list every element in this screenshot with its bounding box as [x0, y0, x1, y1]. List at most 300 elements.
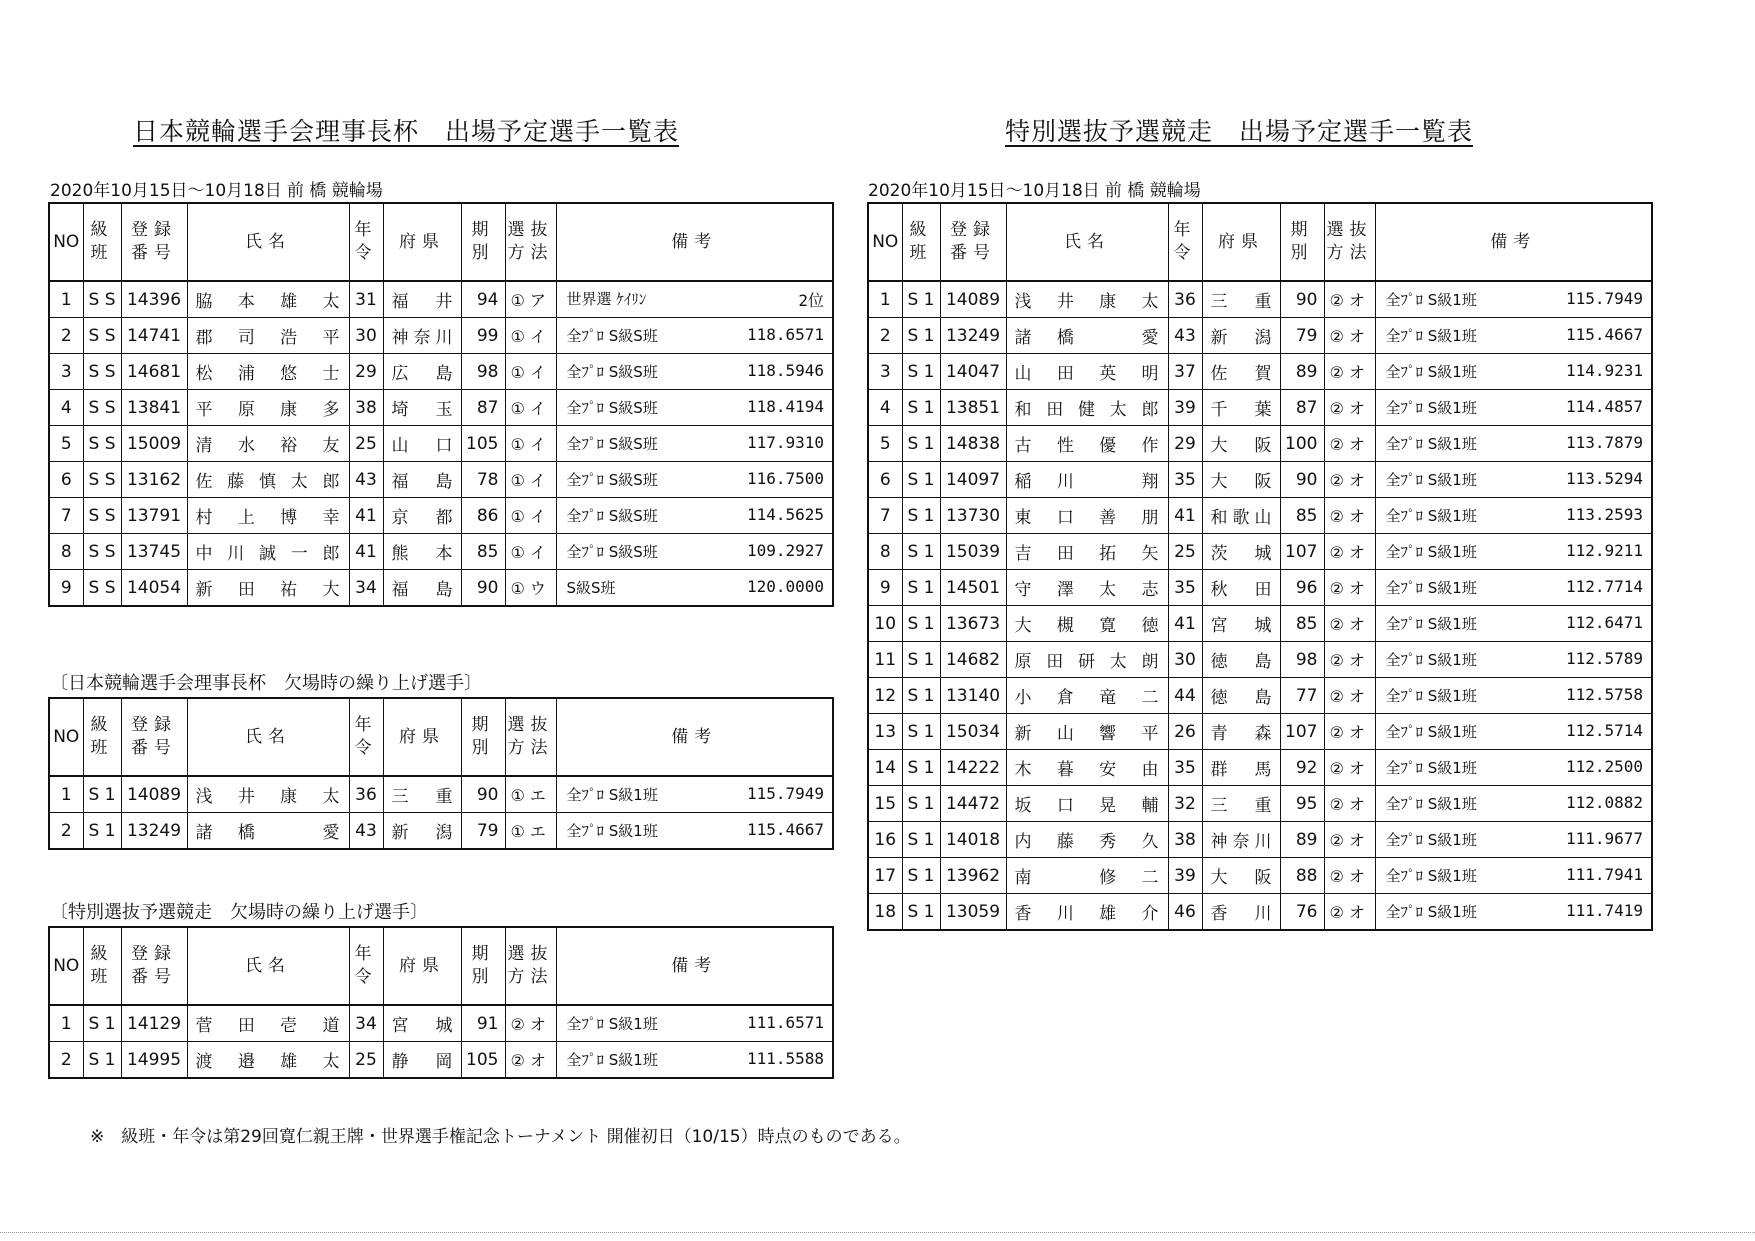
cell-pref: 福井 [383, 281, 461, 318]
cell-age: 41 [349, 534, 383, 570]
cell-remark: 全ﾌﾟﾛ S級1班 [1385, 687, 1477, 705]
cell-no: 5 [49, 426, 83, 462]
cell-score: 111.7941 [1565, 865, 1643, 884]
cell-notes [1375, 678, 1652, 714]
cell-name: 佐藤慎太郎 [187, 462, 349, 498]
cell-remark: 全ﾌﾟﾛ S級1班 [1385, 615, 1477, 633]
cell-method: ① イ [505, 462, 556, 498]
cell-remark: 全ﾌﾟﾛ S級1班 [1385, 795, 1477, 813]
cell-name: 山田英明 [1006, 354, 1168, 390]
cell-no: 3 [49, 354, 83, 390]
table-row [49, 281, 833, 318]
cell-age: 38 [349, 390, 383, 426]
header-no: NO [868, 203, 902, 281]
header-notes: 備考 [1375, 203, 1652, 281]
table-row [868, 894, 1652, 931]
reserve1-caption-wrap [50, 669, 482, 695]
cell-pref: 茨城 [1202, 534, 1280, 570]
cell-notes [1375, 714, 1652, 750]
header-reg: 登録 番号 [121, 927, 187, 1005]
right-date: 2020年10月15日～10月18日 [868, 181, 1100, 201]
cell-notes [556, 498, 833, 534]
table-row [49, 426, 833, 462]
table-row [49, 462, 833, 498]
cell-name: 村上博幸 [187, 498, 349, 534]
table-row [868, 858, 1652, 894]
cell-no: 17 [868, 858, 902, 894]
cell-pref: 京都 [383, 498, 461, 534]
cell-remark: 全ﾌﾟﾛ S級1班 [1385, 291, 1477, 309]
cell-pref: 徳島 [1202, 678, 1280, 714]
cell-class: S S [83, 354, 121, 390]
cell-notes [1375, 318, 1652, 354]
header-method: 選抜 方法 [505, 203, 556, 281]
cell-reg: 14741 [121, 318, 187, 354]
header-notes: 備考 [556, 927, 833, 1005]
cell-score: 111.5588 [746, 1049, 824, 1068]
cell-age: 41 [1168, 606, 1202, 642]
header-method: 選抜 方法 [505, 698, 556, 776]
cell-pref: 熊本 [383, 534, 461, 570]
cell-notes [1375, 858, 1652, 894]
cell-pref: 神奈川 [383, 318, 461, 354]
cell-age: 29 [349, 354, 383, 390]
cell-pref: 香川 [1202, 894, 1280, 931]
cell-remark: 全ﾌﾟﾛ S級1班 [566, 822, 658, 840]
table-row [49, 498, 833, 534]
cell-name: 菅田壱道 [187, 1005, 349, 1042]
left-main-table-wrap [48, 202, 834, 607]
cell-name: 松浦悠士 [187, 354, 349, 390]
cell-term: 88 [1280, 858, 1324, 894]
cell-score: 116.7500 [746, 469, 824, 488]
header-age: 年 令 [349, 927, 383, 1005]
cell-term: 95 [1280, 786, 1324, 822]
cell-score: 114.5625 [746, 505, 824, 524]
cell-notes [1375, 642, 1652, 678]
cell-no: 1 [49, 281, 83, 318]
cell-age: 29 [1168, 426, 1202, 462]
cell-score: 111.6571 [746, 1013, 824, 1032]
cell-reg: 13791 [121, 498, 187, 534]
cell-no: 4 [49, 390, 83, 426]
header-notes: 備考 [556, 698, 833, 776]
cell-notes [1375, 462, 1652, 498]
cell-notes [556, 1042, 833, 1079]
cell-reg: 13962 [940, 858, 1006, 894]
cell-notes [556, 534, 833, 570]
header-method: 選抜 方法 [1324, 203, 1375, 281]
header-class: 級 班 [83, 698, 121, 776]
cell-term: 89 [1280, 822, 1324, 858]
cell-method: ① イ [505, 534, 556, 570]
cell-reg: 14222 [940, 750, 1006, 786]
cell-class: S 1 [83, 1005, 121, 1042]
cell-no: 13 [868, 714, 902, 750]
cell-name: 浅井康太 [1006, 281, 1168, 318]
cell-score: 113.5294 [1565, 469, 1643, 488]
cell-remark: 全ﾌﾟﾛ S級S班 [566, 435, 658, 453]
right-dateline [868, 176, 1201, 201]
cell-reg: 14018 [940, 822, 1006, 858]
cell-remark: 全ﾌﾟﾛ S級1班 [1385, 471, 1477, 489]
cell-pref: 群馬 [1202, 750, 1280, 786]
cell-class: S 1 [902, 714, 940, 750]
cell-notes [1375, 498, 1652, 534]
cell-name: 東口善朋 [1006, 498, 1168, 534]
cell-name: 南 修二 [1006, 858, 1168, 894]
left-title-block [133, 112, 679, 148]
cell-remark: 全ﾌﾟﾛ S級1班 [1385, 759, 1477, 777]
cell-name: 和田健太郎 [1006, 390, 1168, 426]
cell-reg: 14501 [940, 570, 1006, 606]
cell-remark: 全ﾌﾟﾛ S級S班 [566, 399, 658, 417]
cell-term: 107 [1280, 714, 1324, 750]
cell-method: ② オ [1324, 786, 1375, 822]
table-row [868, 426, 1652, 462]
cell-score: 113.7879 [1565, 433, 1643, 452]
cell-term: 86 [461, 498, 505, 534]
cell-class: S 1 [902, 462, 940, 498]
cell-no: 2 [49, 813, 83, 850]
cell-name: 内藤秀久 [1006, 822, 1168, 858]
cell-class: S 1 [902, 894, 940, 931]
cell-class: S S [83, 390, 121, 426]
cell-class: S S [83, 318, 121, 354]
header-notes: 備考 [556, 203, 833, 281]
table-row [868, 786, 1652, 822]
cell-notes [1375, 426, 1652, 462]
cell-class: S 1 [83, 776, 121, 813]
header-no: NO [49, 203, 83, 281]
table-row [49, 1005, 833, 1042]
cell-term: 94 [461, 281, 505, 318]
cell-no: 8 [49, 534, 83, 570]
cell-term: 90 [461, 776, 505, 813]
footnote: ※ 級班・年令は第29回寛仁親王牌・世界選手権記念トーナメント 開催初日（10/15）時点のものである。 [90, 1127, 911, 1147]
cell-age: 39 [1168, 390, 1202, 426]
cell-no: 1 [868, 281, 902, 318]
cell-pref: 和歌山 [1202, 498, 1280, 534]
cell-term: 105 [461, 426, 505, 462]
cell-name: 守澤太志 [1006, 570, 1168, 606]
cell-method: ① イ [505, 390, 556, 426]
cell-no: 12 [868, 678, 902, 714]
cell-term: 91 [461, 1005, 505, 1042]
table-row [868, 498, 1652, 534]
cell-reg: 14054 [121, 570, 187, 607]
cell-reg: 13059 [940, 894, 1006, 931]
table-row [868, 570, 1652, 606]
right-main-table [867, 202, 1653, 931]
cell-name: 木暮安由 [1006, 750, 1168, 786]
cell-reg: 15034 [940, 714, 1006, 750]
cell-class: S 1 [83, 813, 121, 850]
table-row [49, 813, 833, 850]
cell-term: 76 [1280, 894, 1324, 931]
cell-no: 9 [49, 570, 83, 607]
header-no: NO [49, 927, 83, 1005]
cell-reg: 14681 [121, 354, 187, 390]
cell-remark: 全ﾌﾟﾛ S級1班 [1385, 867, 1477, 885]
cell-age: 35 [1168, 462, 1202, 498]
cell-reg: 13730 [940, 498, 1006, 534]
right-venue: 前 橋 競輪場 [1104, 181, 1201, 201]
cell-score: 120.0000 [746, 577, 824, 596]
cell-score: 114.9231 [1565, 361, 1643, 380]
cell-notes [1375, 606, 1652, 642]
table-row [49, 570, 833, 607]
cell-class: S 1 [902, 858, 940, 894]
cell-age: 39 [1168, 858, 1202, 894]
cell-pref: 山口 [383, 426, 461, 462]
header-class: 級 班 [902, 203, 940, 281]
cell-remark: 全ﾌﾟﾛ S級1班 [1385, 903, 1477, 921]
cell-method: ② オ [1324, 642, 1375, 678]
cell-no: 7 [49, 498, 83, 534]
cell-class: S 1 [902, 426, 940, 462]
cell-reg: 13249 [940, 318, 1006, 354]
cell-score: 2位 [798, 291, 824, 310]
cell-age: 30 [1168, 642, 1202, 678]
cell-no: 14 [868, 750, 902, 786]
cell-pref: 三重 [1202, 281, 1280, 318]
cell-notes [1375, 750, 1652, 786]
cell-age: 38 [1168, 822, 1202, 858]
cell-term: 78 [461, 462, 505, 498]
reserve1-table-wrap [48, 697, 834, 850]
cell-reg: 15039 [940, 534, 1006, 570]
cell-no: 6 [868, 462, 902, 498]
cell-term: 90 [461, 570, 505, 607]
cell-notes [1375, 390, 1652, 426]
cell-reg: 13673 [940, 606, 1006, 642]
cell-score: 112.0882 [1565, 793, 1643, 812]
cell-name: 新田祐大 [187, 570, 349, 607]
cell-remark: 世界選 ｹｲﾘﾝ [566, 290, 647, 308]
cell-no: 2 [49, 318, 83, 354]
cell-notes [556, 426, 833, 462]
left-venue: 前 橋 競輪場 [286, 181, 383, 201]
cell-class: S 1 [902, 534, 940, 570]
cell-no: 2 [49, 1042, 83, 1079]
cell-method: ② オ [1324, 858, 1375, 894]
cell-pref: 秋田 [1202, 570, 1280, 606]
cell-term: 90 [1280, 462, 1324, 498]
cell-reg: 14838 [940, 426, 1006, 462]
cell-method: ② オ [1324, 390, 1375, 426]
cell-score: 117.9310 [746, 433, 824, 452]
cell-no: 4 [868, 390, 902, 426]
header-pref: 府県 [383, 927, 461, 1005]
cell-method: ② オ [1324, 822, 1375, 858]
table-row [868, 462, 1652, 498]
cell-reg: 14047 [940, 354, 1006, 390]
cell-name: 脇本雄太 [187, 281, 349, 318]
cell-remark: 全ﾌﾟﾛ S級1班 [1385, 831, 1477, 849]
cell-reg: 13140 [940, 678, 1006, 714]
cell-reg: 14682 [940, 642, 1006, 678]
cell-pref: 徳島 [1202, 642, 1280, 678]
cell-class: S 1 [902, 750, 940, 786]
cell-term: 85 [1280, 606, 1324, 642]
cell-pref: 宮城 [383, 1005, 461, 1042]
table-row [49, 354, 833, 390]
cell-method: ② オ [1324, 894, 1375, 931]
cell-class: S 1 [902, 822, 940, 858]
cell-notes [1375, 570, 1652, 606]
table-row [49, 534, 833, 570]
cell-reg: 13745 [121, 534, 187, 570]
cell-term: 98 [461, 354, 505, 390]
cell-no: 18 [868, 894, 902, 931]
cell-remark: 全ﾌﾟﾛ S級1班 [566, 1051, 658, 1069]
reserve2-caption-wrap [50, 898, 428, 924]
cell-name: 諸橋 愛 [187, 813, 349, 850]
cell-age: 35 [1168, 570, 1202, 606]
header-row [49, 927, 833, 1005]
cell-method: ② オ [1324, 678, 1375, 714]
cell-no: 10 [868, 606, 902, 642]
cell-score: 111.7419 [1565, 901, 1643, 920]
cell-age: 43 [349, 813, 383, 850]
cell-age: 35 [1168, 750, 1202, 786]
cell-class: S 1 [902, 606, 940, 642]
cell-pref: 大阪 [1202, 462, 1280, 498]
table-row [49, 390, 833, 426]
cell-term: 89 [1280, 354, 1324, 390]
cell-term: 92 [1280, 750, 1324, 786]
cell-notes [556, 390, 833, 426]
cell-age: 34 [349, 1005, 383, 1042]
cell-name: 古性優作 [1006, 426, 1168, 462]
cell-remark: 全ﾌﾟﾛ S級S班 [566, 543, 658, 561]
cell-class: S 1 [83, 1042, 121, 1079]
cell-remark: 全ﾌﾟﾛ S級1班 [1385, 651, 1477, 669]
cell-pref: 神奈川 [1202, 822, 1280, 858]
cell-score: 115.4667 [746, 820, 824, 839]
cell-remark: 全ﾌﾟﾛ S級1班 [1385, 363, 1477, 381]
cell-age: 25 [349, 426, 383, 462]
cell-notes [556, 462, 833, 498]
cell-term: 79 [1280, 318, 1324, 354]
cell-remark: 全ﾌﾟﾛ S級1班 [1385, 543, 1477, 561]
cell-no: 15 [868, 786, 902, 822]
cell-score: 112.9211 [1565, 541, 1643, 560]
cell-class: S 1 [902, 390, 940, 426]
cell-term: 77 [1280, 678, 1324, 714]
cell-name: 中川誠一郎 [187, 534, 349, 570]
cell-reg: 13162 [121, 462, 187, 498]
cell-class: S S [83, 281, 121, 318]
cell-reg: 13249 [121, 813, 187, 850]
cell-name: 平原康多 [187, 390, 349, 426]
cell-age: 32 [1168, 786, 1202, 822]
cell-method: ① エ [505, 776, 556, 813]
cell-notes [556, 281, 833, 318]
cell-no: 7 [868, 498, 902, 534]
cell-age: 41 [349, 498, 383, 534]
header-term: 期 別 [461, 203, 505, 281]
cell-remark: 全ﾌﾟﾛ S級S班 [566, 507, 658, 525]
cell-method: ① エ [505, 813, 556, 850]
cell-method: ② オ [1324, 714, 1375, 750]
cell-age: 44 [1168, 678, 1202, 714]
header-name: 氏名 [187, 927, 349, 1005]
cell-reg: 15009 [121, 426, 187, 462]
cell-method: ② オ [1324, 750, 1375, 786]
cell-method: ① ア [505, 281, 556, 318]
cell-age: 26 [1168, 714, 1202, 750]
cell-remark: 全ﾌﾟﾛ S級1班 [566, 786, 658, 804]
cell-class: S S [83, 498, 121, 534]
cell-method: ② オ [1324, 534, 1375, 570]
left-main-table [48, 202, 834, 607]
cell-pref: 大阪 [1202, 858, 1280, 894]
cell-name: 原田研太朗 [1006, 642, 1168, 678]
cell-pref: 三重 [383, 776, 461, 813]
cell-name: 浅井康太 [187, 776, 349, 813]
cell-remark: 全ﾌﾟﾛ S級S班 [566, 363, 658, 381]
cell-age: 46 [1168, 894, 1202, 931]
cell-method: ② オ [1324, 318, 1375, 354]
cell-notes [1375, 894, 1652, 931]
cell-remark: 全ﾌﾟﾛ S級1班 [1385, 327, 1477, 345]
header-name: 氏名 [187, 698, 349, 776]
cell-no: 1 [49, 1005, 83, 1042]
cell-no: 5 [868, 426, 902, 462]
reserve2-table [48, 926, 834, 1079]
header-name: 氏名 [1006, 203, 1168, 281]
cell-notes [1375, 534, 1652, 570]
cell-method: ① イ [505, 498, 556, 534]
reserve1-table [48, 697, 834, 850]
cell-method: ② オ [505, 1005, 556, 1042]
cell-notes [1375, 786, 1652, 822]
cell-method: ② オ [1324, 570, 1375, 606]
table-row [49, 1042, 833, 1079]
cell-pref: 千葉 [1202, 390, 1280, 426]
table-row [868, 714, 1652, 750]
header-row [49, 203, 833, 281]
cell-pref: 埼玉 [383, 390, 461, 426]
cell-term: 98 [1280, 642, 1324, 678]
cell-score: 118.5946 [746, 361, 824, 380]
cell-pref: 宮城 [1202, 606, 1280, 642]
cell-score: 112.5789 [1565, 649, 1643, 668]
cell-no: 3 [868, 354, 902, 390]
cell-class: S 1 [902, 281, 940, 318]
cell-pref: 福島 [383, 462, 461, 498]
cell-score: 112.2500 [1565, 757, 1643, 776]
cell-term: 87 [1280, 390, 1324, 426]
cell-term: 79 [461, 813, 505, 850]
cell-pref: 広島 [383, 354, 461, 390]
cell-age: 25 [349, 1042, 383, 1079]
table-row [868, 354, 1652, 390]
cell-no: 2 [868, 318, 902, 354]
header-row [868, 203, 1652, 281]
header-name: 氏名 [187, 203, 349, 281]
cell-class: S S [83, 426, 121, 462]
cell-score: 109.2927 [746, 541, 824, 560]
cell-remark: 全ﾌﾟﾛ S級S班 [566, 471, 658, 489]
cell-name: 清水裕友 [187, 426, 349, 462]
table-row [868, 678, 1652, 714]
cell-age: 31 [349, 281, 383, 318]
cell-age: 25 [1168, 534, 1202, 570]
cell-pref: 新潟 [1202, 318, 1280, 354]
